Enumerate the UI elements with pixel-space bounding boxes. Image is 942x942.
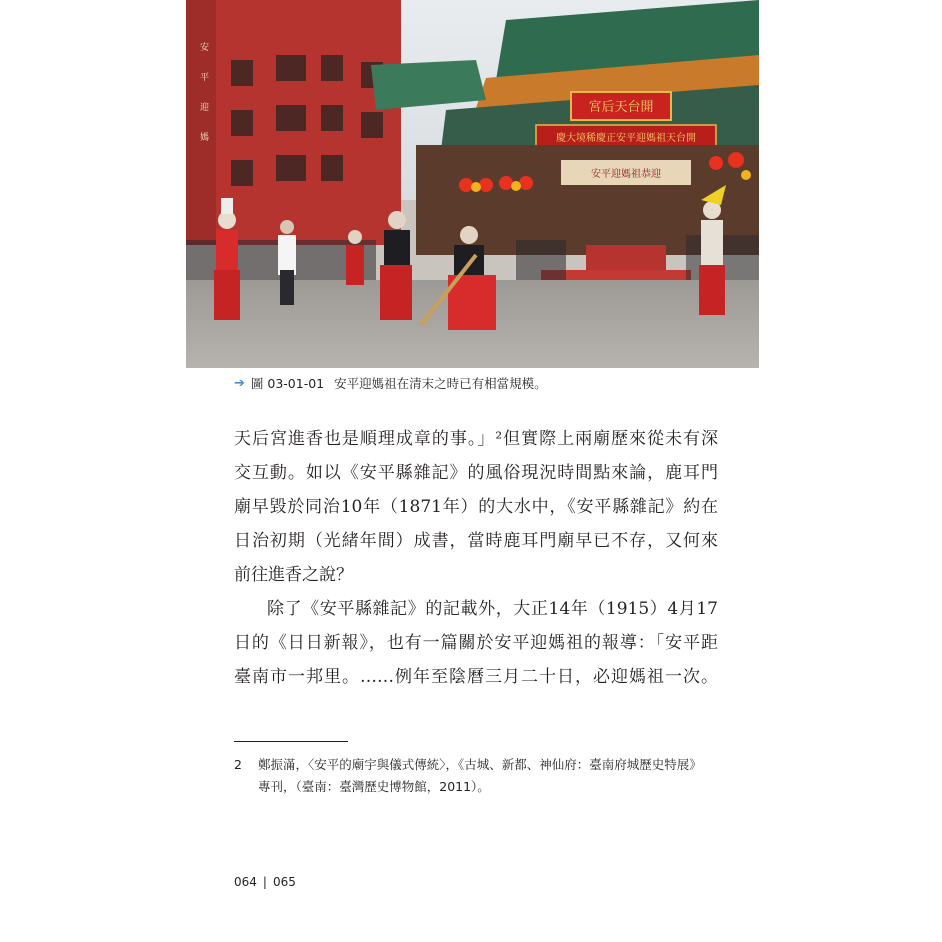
- temple-top-sign: 宮后天台開: [588, 100, 654, 115]
- body-line: 臺南市一邦里。……例年至陰曆三月二十日，必迎媽祖一次。: [234, 667, 718, 687]
- body-text: [234, 422, 718, 694]
- body-line: 交互動。如以《安平縣雜記》的風俗現況時間點來論，鹿耳門: [234, 463, 718, 483]
- temple-banner-sign: 慶大境稀慶正安平迎媽祖天台開: [556, 133, 696, 144]
- page-number-right: 065: [272, 875, 296, 889]
- body-line: 天后宮進香也是順理成章的事。」²但實際上兩廟歷來從未有深: [234, 429, 718, 449]
- temple-lower-sign: 安平迎媽祖恭迎: [591, 169, 661, 180]
- body-line: 日治初期（光緒年間）成書，當時鹿耳門廟早已不存，又何來: [234, 531, 718, 551]
- footnote-line: 專刊，（臺南：臺灣歷史博物館，2011）。: [258, 779, 490, 794]
- page-number-left: 064: [234, 875, 257, 889]
- footnote-line: 鄭振滿，〈安平的廟宇與儀式傳統〉，《古城、新都、神仙府：臺南府城歷史特展》: [258, 757, 702, 772]
- svg-text:媽: 媽: [200, 133, 210, 143]
- figure-caption: [234, 373, 547, 393]
- body-line: 日的《日日新報》，也有一篇關於安平迎媽祖的報導：「安平距: [234, 633, 718, 653]
- page-numbers: [234, 875, 296, 889]
- footnote-number: 2: [234, 757, 242, 772]
- figure-id: 圖 03-01-01: [250, 376, 325, 391]
- arrow-right-icon: ➔: [234, 375, 245, 391]
- svg-text:平: 平: [200, 73, 210, 83]
- footnote-rule: [234, 741, 348, 742]
- body-line: 廟早毀於同治10年（1871年）的大水中，《安平縣雜記》約在: [234, 497, 718, 517]
- body-line: 前往進香之說？: [234, 565, 353, 585]
- temple-procession-photo: [186, 0, 759, 368]
- svg-text:安: 安: [200, 43, 210, 53]
- page-number-separator: |: [262, 875, 267, 889]
- svg-text:迎: 迎: [200, 103, 210, 113]
- body-line: 除了《安平縣雜記》的記載外，大正14年（1915）4月17: [267, 599, 718, 619]
- caption-text: 安平迎媽祖在清末之時已有相當規模。: [334, 376, 547, 391]
- footnote: [234, 754, 718, 798]
